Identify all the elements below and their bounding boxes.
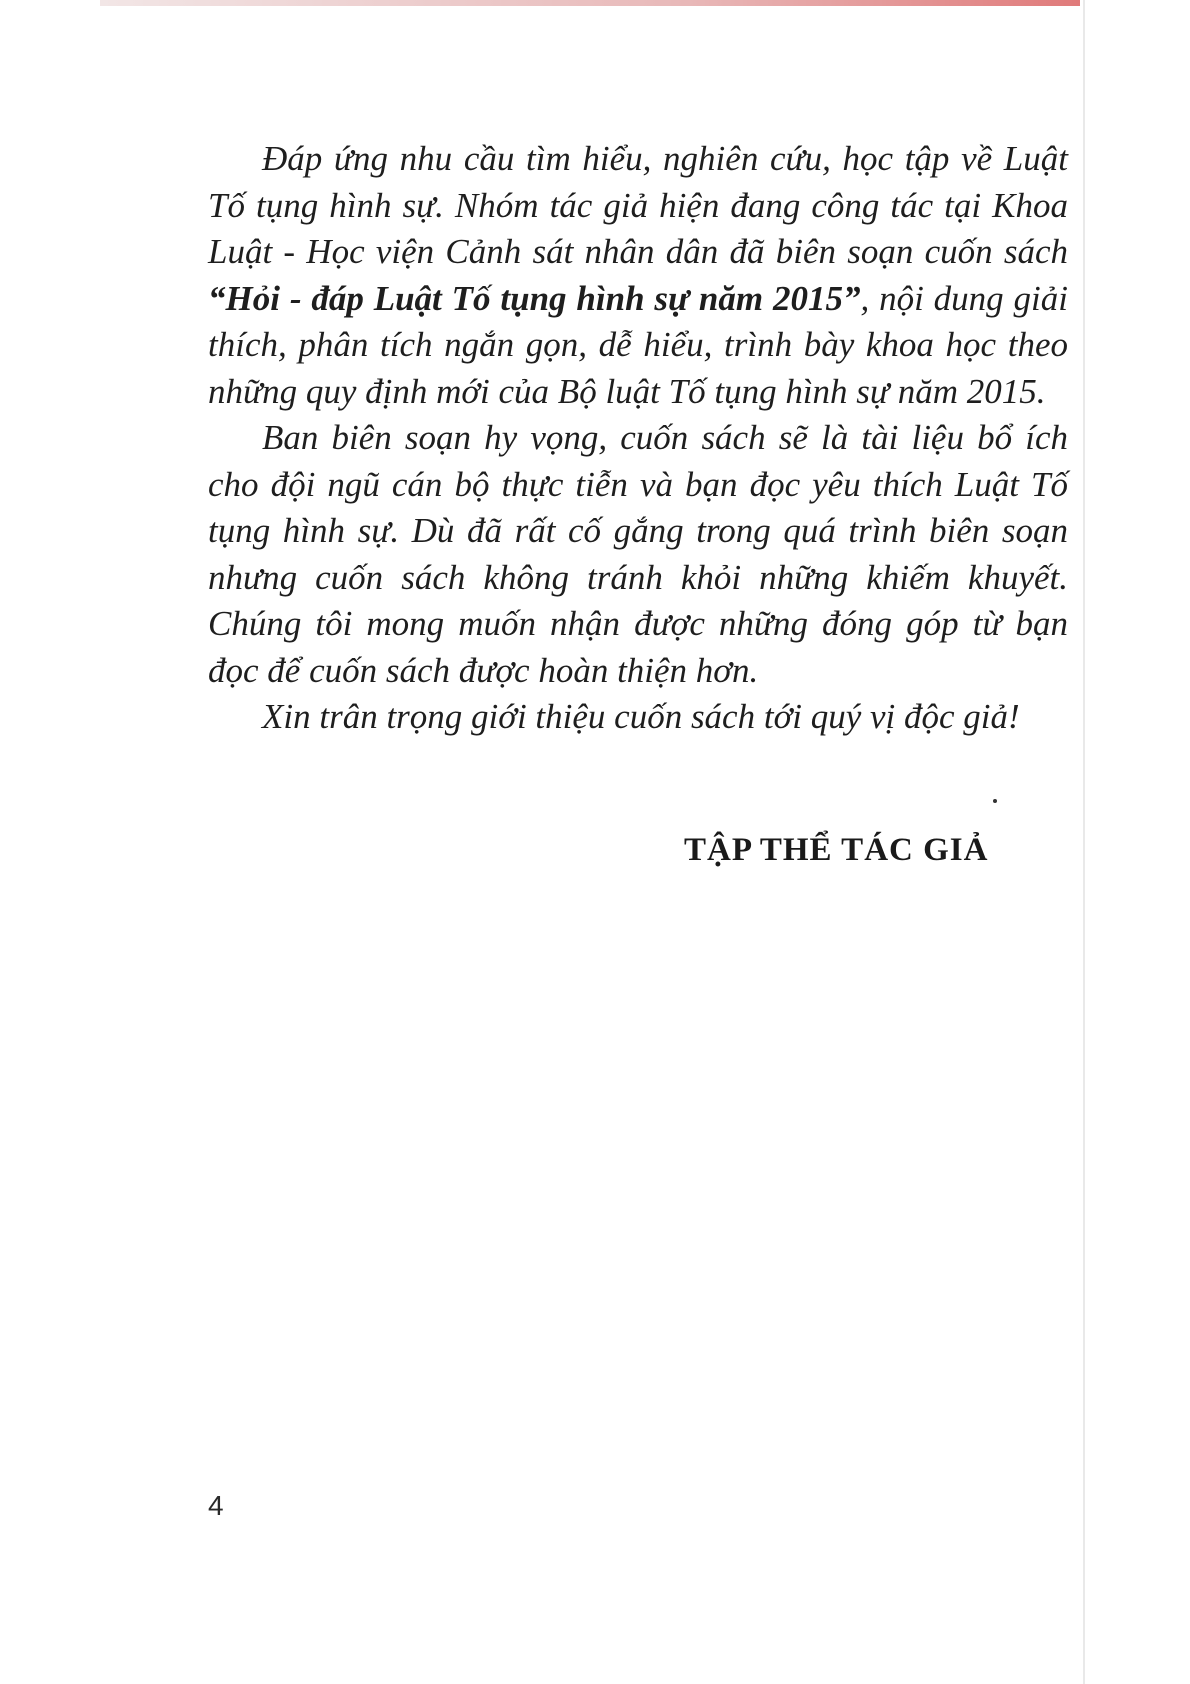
book-title: “Hỏi - đáp Luật Tố tụng hình sự năm 2015”: [208, 278, 861, 318]
paragraph-hope: Ban biên soạn hy vọng, cuốn sách sẽ là tài liệu bổ ích cho đội ngũ cán bộ thực tiễn và bạn đọc yêu thích Luật Tố tụng hình sự. Dù đã rất cố gắng trong quá trình biên soạn nhưng cuốn sách không tránh khỏi những khiếm khuyết. Chúng tôi mong muốn nhận được những đóng góp từ bạn đọc để cuốn sách được hoàn thiện hơn.: [208, 418, 1068, 690]
paragraph-closing: Xin trân trọng giới thiệu cuốn sách tới quý vị độc giả!: [262, 697, 1020, 736]
intro-text-start: Đáp ứng nhu cầu tìm hiểu, nghiên cứu, học tập về Luật Tố tụng hình sự. Nhóm tác giả hiện đang công tác tại Khoa Luật - Học viện Cảnh sát nhân dân đã biên soạn cuốn sách: [208, 139, 1068, 271]
page-fold-line: [1083, 0, 1085, 1684]
preface-body: [208, 136, 1068, 741]
paragraph-intro: [208, 136, 1068, 415]
author-signature: TẬP THỂ TÁC GIẢ: [684, 832, 989, 868]
ink-speck: [993, 799, 997, 803]
cover-edge-strip: [100, 0, 1080, 6]
page-number: 4: [208, 1490, 224, 1521]
intro-text-end: , nội dung giải thích, phân tích ngắn gọn, dễ hiểu, trình bày khoa học theo những quy định mới của Bộ luật Tố tụng hình sự năm 2015.: [208, 278, 1068, 411]
